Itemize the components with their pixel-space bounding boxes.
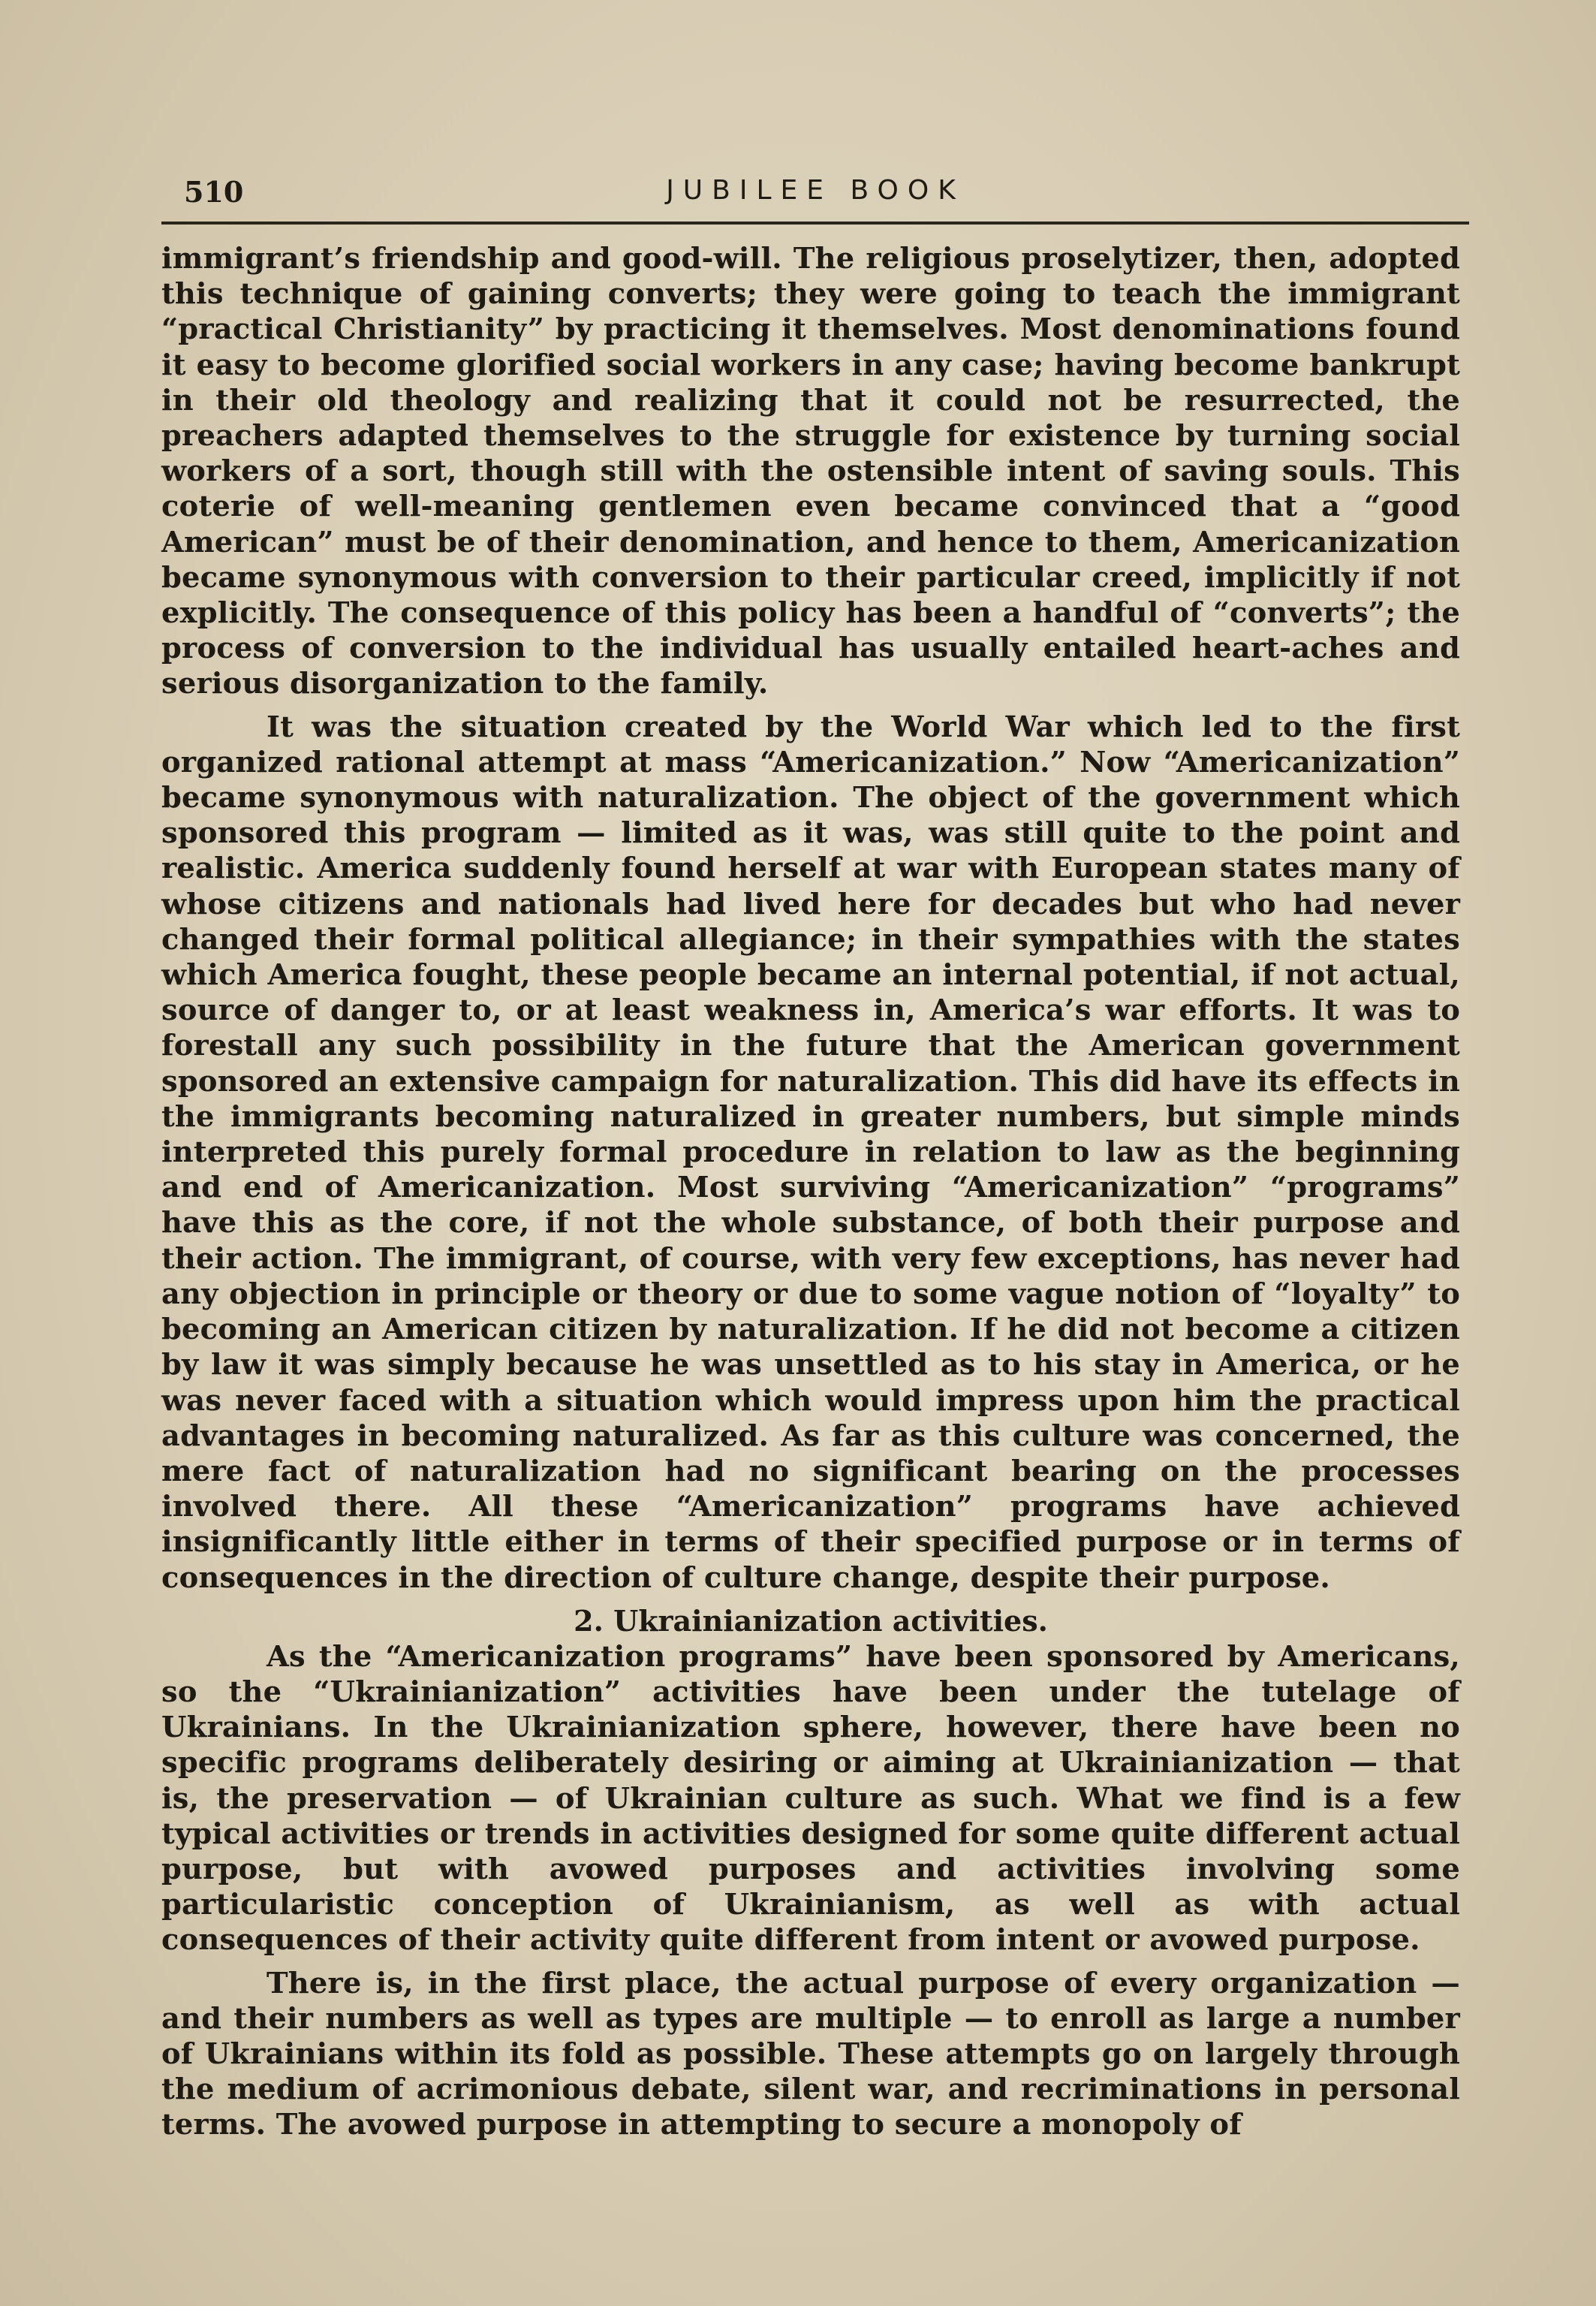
book-page (161, 169, 1460, 2143)
page-header (161, 169, 1469, 225)
paragraph-3: As the “Americanization programs” have been sponsored by Americans, so the “Ukrainianization” activities have been under the tutelage of Ukrainians. In the Ukrainianization sphere, however, there have been no specific programs deliberately desiring or aiming at Ukrainianization — that is, the preservation — of Ukrainian culture as such. What we find is a few typical activities or trends in activities designed for some quite different actual purpose, but with avowed purposes and activities involving some particularistic conception of Ukrainianism, as well as with actual consequences of their activity quite different from intent or avowed purpose. (161, 1639, 1460, 1958)
emphasis-as-such: as such. (920, 1781, 1060, 1816)
page-number: 510 (184, 175, 244, 209)
running-head: JUBILEE BOOK (666, 175, 965, 206)
page-body (161, 241, 1460, 2143)
section-subheading: 2. Ukrainianization activities. (574, 1603, 1048, 1638)
paragraph-1: immigrant’s friendship and good-will. The religious proselytizer, then, adopted this technique of gaining converts; they were going to teach the immigrant “practical Christianity” by practicing it themselves. Most denominations found it easy to become glorified social workers in any case; having become bankrupt in their old theology and realizing that it could not be resurrected, the preachers adapted themselves to the struggle for existence by turning social workers of a sort, though still with the ostensible intent of saving souls. This coterie of well-meaning gentlemen even became convinced that a “good American” must be of their denomination, and hence to them, Americanization became synonymous with conversion to their particular creed, implicitly if not explicitly. The consequence of this policy has been a handful of “converts”; the process of conversion to the individual has usually entailed heart-aches and serious disorganization to the family. (161, 242, 1461, 701)
emphasis-religious-proselytizer: religious proselytizer, (866, 242, 1223, 276)
emphasis-naturalization: naturalization. (598, 781, 839, 815)
paragraph-2: It was the situation created by the World War which led to the first organized rational attempt at mass “Americanization.” Now “Americanization” became synonymous with naturalization. The object of the government which sponsored this program — limited as it was, was still quite to the point and realistic. America suddenly found herself at war with European states many of whose citizens and nationals had lived here for decades but who had never changed their formal political allegiance; in their sympathies with the states which America fought, these people became an internal potential, if not actual, source of danger to, or at least weakness in, America’s war efforts. It was to forestall any such possibility in the future that the American government sponsored an extensive campaign for naturalization. This did have its effects in the immigrants becoming naturalized in greater numbers, but simple minds interpreted this purely formal procedure in relation to law as the beginning and end of Americanization. Most surviving “Americanization” “programs” have this as the core, if not the whole substance, of both their purpose and their action. The immigrant, of course, with very few exceptions, has never had any objection in principle or theory or due to some vague notion of “loyalty” to becoming an American citizen by naturalization. If he did not become a citizen by law it was simply because he was unsettled as to his stay in America, or he was never faced with a situation which would impress upon him the practical advantages in becoming naturalized. As far as this culture was concerned, the mere fact of naturalization had no significant bearing on the processes involved there. All these “Americanization” programs have achieved insignificantly little either in terms of their specified purpose or in terms of consequences in the direction of culture change, despite their purpose. (161, 710, 1461, 1595)
paragraph-4: There is, in the first place, the actual purpose of every organization — and their numbers as well as types are multiple — to enroll as large a number of Ukrainians within its fold as possible. These attempts go on largely through the medium of acrimonious debate, silent war, and recriminations in personal terms. The avowed purpose in attempting to secure a monopoly of (161, 1966, 1460, 2142)
